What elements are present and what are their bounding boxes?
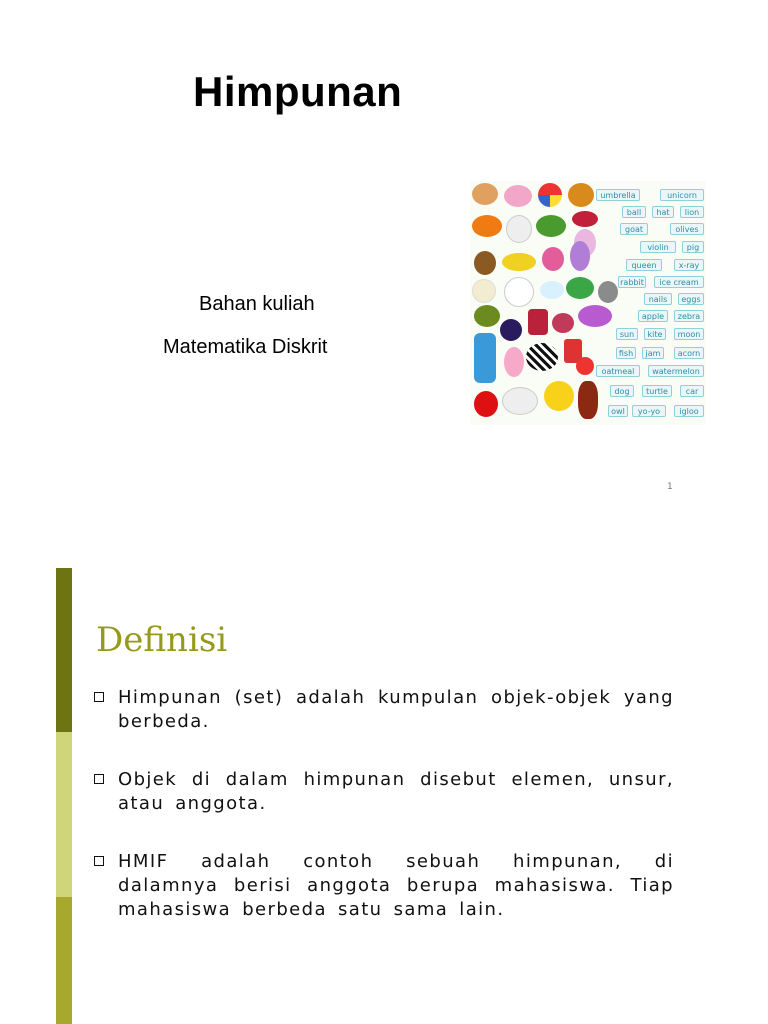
word-tag: kite (644, 328, 666, 340)
hat-picture (572, 211, 598, 227)
jam-picture (528, 309, 548, 335)
word-tag: turtle (642, 385, 672, 397)
word-tag: moon (674, 328, 704, 340)
ice-cream-cone-picture (504, 347, 524, 377)
acorn-picture (474, 251, 496, 275)
alphabet-picture-collage (470, 181, 706, 425)
bullet-item (94, 850, 674, 922)
apple-picture (474, 391, 498, 417)
word-tag: dog (610, 385, 634, 397)
seahorse-picture (570, 241, 590, 271)
goose-picture (502, 387, 538, 415)
turtle-picture (536, 215, 566, 237)
accent-bar-bottom (56, 897, 72, 1024)
violin-picture (578, 381, 598, 419)
word-tag: ball (622, 206, 646, 218)
subtitle-line-1: Bahan kuliah (199, 293, 315, 315)
word-tag: igloo (674, 405, 704, 417)
word-tag: ice cream (654, 276, 704, 288)
car-picture (502, 253, 536, 271)
slide-heading: Definisi (96, 620, 228, 660)
ice-cream-picture (540, 281, 564, 299)
bullet-text: Himpunan (set) adalah kumpulan objek-objek yang berbeda. (118, 687, 674, 732)
word-tag: yo-yo (632, 405, 666, 417)
bullet-item (94, 686, 674, 734)
umbrella-picture (578, 305, 612, 327)
yoyo-picture (576, 357, 594, 375)
square-bullet-icon (94, 856, 104, 866)
word-tag: car (680, 385, 704, 397)
word-tag: owl (608, 405, 628, 417)
zebra-picture (526, 343, 558, 371)
word-tag: olives (670, 223, 704, 235)
olives-picture (474, 305, 500, 327)
word-tag: nails (644, 293, 672, 305)
bullet-text: Objek di dalam himpunan disebut elemen, unsur, atau anggota. (118, 769, 674, 814)
eggplant-picture (500, 319, 522, 341)
word-tag: violin (640, 241, 676, 253)
word-tag: lion (680, 206, 704, 218)
page-number: 1 (667, 482, 673, 492)
word-tag: acorn (674, 347, 704, 359)
word-tag: rabbit (618, 276, 646, 288)
bullet-text: HMIF adalah contoh sebuah himpunan, di dalamnya berisi anggota berupa mahasiswa. Tiap mahasiswa berbeda satu sama lain. (118, 851, 674, 920)
bullet-item (94, 768, 674, 816)
square-bullet-icon (94, 774, 104, 784)
word-tag: eggs (678, 293, 704, 305)
nails-picture (598, 281, 618, 303)
word-tag: zebra (674, 310, 704, 322)
word-tag: goat (620, 223, 648, 235)
accent-bar-top (56, 568, 72, 732)
word-tag: umbrella (596, 189, 640, 201)
word-tag: apple (638, 310, 668, 322)
word-tag: jam (642, 347, 664, 359)
word-tag: hat (652, 206, 674, 218)
word-tag: oatmeal (596, 365, 640, 377)
rabbit-picture (506, 215, 532, 243)
vegetable-picture (552, 313, 574, 333)
hamster-picture (472, 183, 498, 205)
word-tag: x-ray (674, 259, 704, 271)
word-tag: watermelon (648, 365, 704, 377)
fish-picture (472, 215, 502, 237)
moon-picture (472, 279, 496, 303)
word-tag: pig (682, 241, 704, 253)
subtitle-line-2: Matematika Diskrit (163, 336, 328, 358)
accent-bar-middle (56, 732, 72, 897)
kite-picture (542, 247, 564, 271)
watermelon-picture (566, 277, 594, 299)
word-tag: sun (616, 328, 638, 340)
lion-picture (568, 183, 594, 207)
word-tag: fish (616, 347, 636, 359)
pig-picture (504, 185, 532, 207)
word-tag: queen (626, 259, 662, 271)
slide-title: Himpunan (193, 68, 403, 115)
word-tag: unicorn (660, 189, 704, 201)
definition-slide (0, 568, 768, 1024)
square-bullet-icon (94, 692, 104, 702)
boy-picture (474, 333, 496, 383)
sun-picture (544, 381, 574, 411)
ball-picture (538, 183, 562, 207)
unicorn-picture (504, 277, 534, 307)
